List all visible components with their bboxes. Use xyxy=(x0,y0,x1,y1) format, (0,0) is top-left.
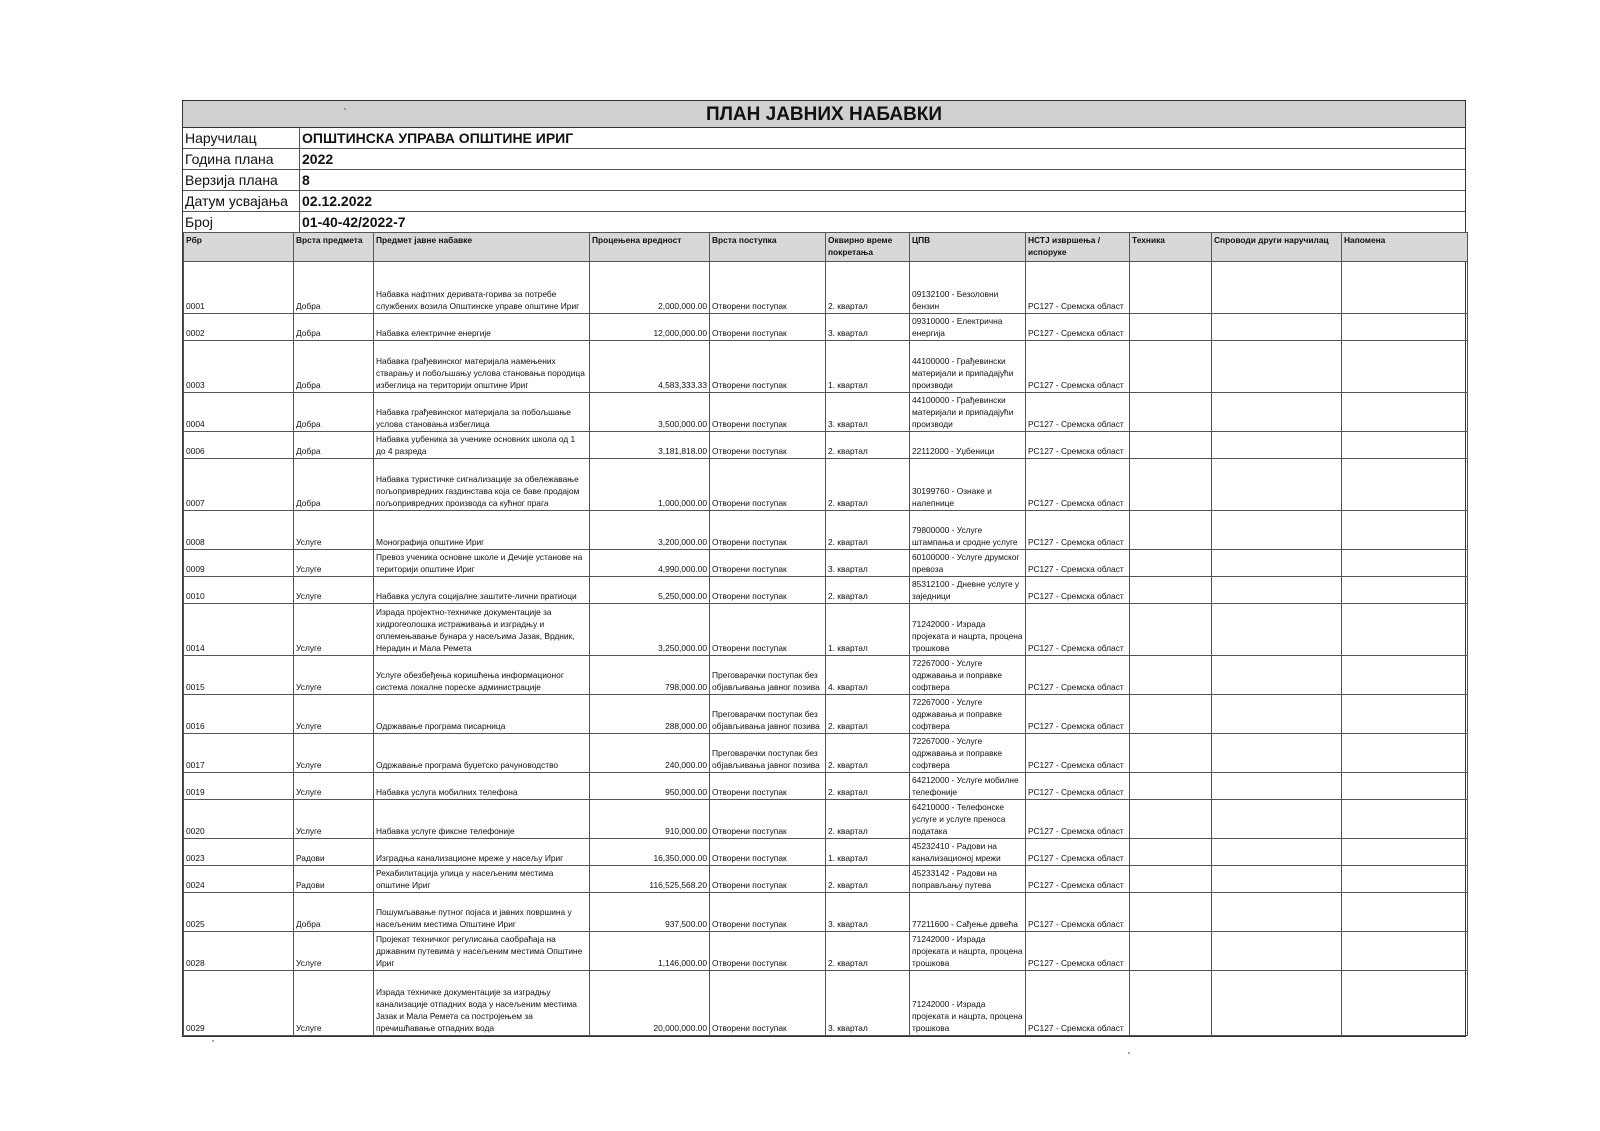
row-technique xyxy=(1130,656,1212,695)
row-type: Добра xyxy=(294,432,374,459)
row-number: 0006 xyxy=(184,432,294,459)
row-note xyxy=(1342,773,1468,800)
table-row xyxy=(184,432,1468,459)
row-procedure: Отворени поступак xyxy=(710,800,826,839)
row-type: Услуге xyxy=(294,511,374,550)
row-nstj: РС127 - Сремска област xyxy=(1026,432,1130,459)
row-other-orderer xyxy=(1212,839,1342,866)
row-type: Добра xyxy=(294,393,374,432)
row-note xyxy=(1342,932,1468,971)
table-row xyxy=(184,866,1468,893)
row-type: Радови xyxy=(294,839,374,866)
table-body xyxy=(184,262,1468,1036)
table-row xyxy=(184,393,1468,432)
row-nstj: РС127 - Сремска област xyxy=(1026,734,1130,773)
table-row xyxy=(184,550,1468,577)
row-procedure: Отворени поступак xyxy=(710,314,826,341)
row-timing: 2. квартал xyxy=(826,459,910,511)
procurement-plan-sheet xyxy=(182,100,1466,1037)
row-value: 116,525,568.20 xyxy=(590,866,710,893)
row-cpv: 71242000 - Израда пројеката и нацрта, процена трошкова xyxy=(910,971,1026,1036)
row-technique xyxy=(1130,393,1212,432)
row-value: 16,350,000.00 xyxy=(590,839,710,866)
row-nstj: РС127 - Сремска област xyxy=(1026,839,1130,866)
meta-row-number xyxy=(183,212,1465,232)
row-technique xyxy=(1130,695,1212,734)
row-number: 0007 xyxy=(184,459,294,511)
row-cpv: 09310000 - Електрична енергија xyxy=(910,314,1026,341)
row-technique xyxy=(1130,577,1212,604)
row-note xyxy=(1342,511,1468,550)
row-subject: Рехабилитација улица у насељеним местима општине Ириг xyxy=(374,866,590,893)
row-value: 4,583,333.33 xyxy=(590,341,710,393)
row-cpv: 45233142 - Радови на поправљању путева xyxy=(910,866,1026,893)
row-technique xyxy=(1130,773,1212,800)
scan-speck xyxy=(1128,1052,1130,1054)
meta-label: Број xyxy=(183,212,300,232)
table-row xyxy=(184,773,1468,800)
scan-speck xyxy=(344,108,346,110)
col-header-rbr: Рбр xyxy=(184,233,294,262)
row-number: 0001 xyxy=(184,262,294,314)
meta-row-year xyxy=(183,149,1465,170)
row-procedure: Отворени поступак xyxy=(710,341,826,393)
col-header-nstj: НСТЈ извршења / испоруке xyxy=(1026,233,1130,262)
row-technique xyxy=(1130,932,1212,971)
row-type: Добра xyxy=(294,893,374,932)
row-cpv: 44100000 - Грађевински материјали и припадајући производи xyxy=(910,341,1026,393)
row-note xyxy=(1342,656,1468,695)
row-subject: Набавка електричне енергије xyxy=(374,314,590,341)
row-other-orderer xyxy=(1212,734,1342,773)
row-subject: Набавка уџбеника за ученике основних школа од 1 до 4 разреда xyxy=(374,432,590,459)
row-subject: Набавка услуга социјалне заштите-лични пратиоци xyxy=(374,577,590,604)
row-note xyxy=(1342,459,1468,511)
row-cpv: 64212000 - Услуге мобилне телефоније xyxy=(910,773,1026,800)
table-row xyxy=(184,459,1468,511)
row-type: Услуге xyxy=(294,604,374,656)
row-number: 0003 xyxy=(184,341,294,393)
row-cpv: 79800000 - Услуге штампања и сродне услуге xyxy=(910,511,1026,550)
row-type: Услуге xyxy=(294,800,374,839)
row-other-orderer xyxy=(1212,577,1342,604)
row-type: Услуге xyxy=(294,577,374,604)
row-note xyxy=(1342,262,1468,314)
row-other-orderer xyxy=(1212,393,1342,432)
row-nstj: РС127 - Сремска област xyxy=(1026,773,1130,800)
row-nstj: РС127 - Сремска област xyxy=(1026,341,1130,393)
row-procedure: Отворени поступак xyxy=(710,773,826,800)
col-header-value: Процењена вредност xyxy=(590,233,710,262)
row-procedure: Отворени поступак xyxy=(710,604,826,656)
row-cpv: 72267000 - Услуге одржавања и поправке софтвера xyxy=(910,656,1026,695)
row-timing: 3. квартал xyxy=(826,314,910,341)
row-subject: Одржавање програма буџетско рачуноводство xyxy=(374,734,590,773)
row-timing: 4. квартал xyxy=(826,656,910,695)
col-header-type: Врста предмета xyxy=(294,233,374,262)
row-other-orderer xyxy=(1212,604,1342,656)
row-timing: 2. квартал xyxy=(826,734,910,773)
row-technique xyxy=(1130,341,1212,393)
table-row xyxy=(184,893,1468,932)
meta-row-version xyxy=(183,170,1465,191)
row-other-orderer xyxy=(1212,932,1342,971)
col-header-other-orderer: Спроводи други наручилац xyxy=(1212,233,1342,262)
row-value: 1,146,000.00 xyxy=(590,932,710,971)
row-value: 288,000.00 xyxy=(590,695,710,734)
row-subject: Израда пројектно-техничке документације за хидрогеолошка истраживања и изградњу и оплемењавање бунара у насељима Јазак, Врдник, Нерадин и Мала Ремета xyxy=(374,604,590,656)
row-timing: 3. квартал xyxy=(826,550,910,577)
row-timing: 2. квартал xyxy=(826,773,910,800)
row-nstj: РС127 - Сремска област xyxy=(1026,932,1130,971)
table-row xyxy=(184,932,1468,971)
row-type: Услуге xyxy=(294,734,374,773)
meta-value: 02.12.2022 xyxy=(302,193,373,209)
row-procedure: Отворени поступак xyxy=(710,262,826,314)
row-value: 910,000.00 xyxy=(590,800,710,839)
row-procedure: Отворени поступак xyxy=(710,393,826,432)
row-subject: Одржавање програма писарница xyxy=(374,695,590,734)
row-type: Услуге xyxy=(294,695,374,734)
row-technique xyxy=(1130,262,1212,314)
row-other-orderer xyxy=(1212,893,1342,932)
table-header-row xyxy=(184,233,1468,262)
row-subject: Монографија општине Ириг xyxy=(374,511,590,550)
page-title: ПЛАН ЈАВНИХ НАБАВКИ xyxy=(183,101,1465,128)
row-cpv: 85312100 - Дневне услуге у заједници xyxy=(910,577,1026,604)
row-value: 20,000,000.00 xyxy=(590,971,710,1036)
row-note xyxy=(1342,341,1468,393)
row-number: 0029 xyxy=(184,971,294,1036)
row-note xyxy=(1342,695,1468,734)
row-nstj: РС127 - Сремска област xyxy=(1026,550,1130,577)
row-timing: 2. квартал xyxy=(826,432,910,459)
row-note xyxy=(1342,734,1468,773)
row-value: 798,000.00 xyxy=(590,656,710,695)
row-procedure: Отворени поступак xyxy=(710,932,826,971)
row-technique xyxy=(1130,604,1212,656)
row-other-orderer xyxy=(1212,341,1342,393)
row-technique xyxy=(1130,432,1212,459)
row-subject: Набавка грађевинског материјала намењених стварању и побољшању услова становања породица избеглица на територији општине Ириг xyxy=(374,341,590,393)
meta-label: Датум усвајања xyxy=(183,191,300,211)
row-number: 0016 xyxy=(184,695,294,734)
col-header-procedure: Врста поступка xyxy=(710,233,826,262)
row-technique xyxy=(1130,839,1212,866)
row-timing: 1. квартал xyxy=(826,604,910,656)
meta-label: Година плана xyxy=(183,149,300,169)
scan-speck xyxy=(212,1040,214,1042)
row-cpv: 30199760 - Ознаке и налепнице xyxy=(910,459,1026,511)
row-note xyxy=(1342,604,1468,656)
meta-row-orderer xyxy=(183,128,1465,149)
table-row xyxy=(184,695,1468,734)
row-cpv: 71242000 - Израда пројеката и нацрта, процена трошкова xyxy=(910,604,1026,656)
row-procedure: Отворени поступак xyxy=(710,511,826,550)
row-value: 2,000,000.00 xyxy=(590,262,710,314)
row-number: 0002 xyxy=(184,314,294,341)
row-type: Услуге xyxy=(294,971,374,1036)
row-number: 0028 xyxy=(184,932,294,971)
row-subject: Набавка туристичке сигнализације за обележавање пољопривредних газдинстава која се баве продајом пољопривредних производа са кућног прага xyxy=(374,459,590,511)
row-number: 0014 xyxy=(184,604,294,656)
row-procedure: Преговарачки поступак без објављивања јавног позива xyxy=(710,695,826,734)
meta-value: 01-40-42/2022-7 xyxy=(302,214,406,230)
row-note xyxy=(1342,971,1468,1036)
table-row xyxy=(184,604,1468,656)
row-number: 0023 xyxy=(184,839,294,866)
col-header-technique: Техника xyxy=(1130,233,1212,262)
table-row xyxy=(184,800,1468,839)
meta-value: 2022 xyxy=(302,151,334,167)
row-value: 4,990,000.00 xyxy=(590,550,710,577)
row-cpv: 71242000 - Израда пројеката и нацрта, процена трошкова xyxy=(910,932,1026,971)
row-type: Услуге xyxy=(294,550,374,577)
row-subject: Набавка грађевинског материјала за побољшање услова становања избеглица xyxy=(374,393,590,432)
row-value: 5,250,000.00 xyxy=(590,577,710,604)
meta-value: 8 xyxy=(302,172,310,188)
row-value: 3,250,000.00 xyxy=(590,604,710,656)
meta-row-adoption-date xyxy=(183,191,1465,212)
row-nstj: РС127 - Сремска област xyxy=(1026,314,1130,341)
row-other-orderer xyxy=(1212,314,1342,341)
row-subject: Набавка нафтних деривата-горива за потребе службених возила Општинске управе општине Ириг xyxy=(374,262,590,314)
row-value: 937,500.00 xyxy=(590,893,710,932)
col-header-note: Напомена xyxy=(1342,233,1468,262)
row-cpv: 45232410 - Радови на канализационој мрежи xyxy=(910,839,1026,866)
row-technique xyxy=(1130,866,1212,893)
row-type: Добра xyxy=(294,459,374,511)
row-procedure: Преговарачки поступак без објављивања јавног позива xyxy=(710,656,826,695)
row-technique xyxy=(1130,893,1212,932)
row-other-orderer xyxy=(1212,511,1342,550)
row-note xyxy=(1342,893,1468,932)
row-note xyxy=(1342,800,1468,839)
row-number: 0017 xyxy=(184,734,294,773)
row-note xyxy=(1342,393,1468,432)
row-technique xyxy=(1130,511,1212,550)
row-procedure: Отворени поступак xyxy=(710,459,826,511)
row-procedure: Преговарачки поступак без објављивања јавног позива xyxy=(710,734,826,773)
row-value: 3,200,000.00 xyxy=(590,511,710,550)
row-other-orderer xyxy=(1212,432,1342,459)
row-timing: 3. квартал xyxy=(826,393,910,432)
row-note xyxy=(1342,314,1468,341)
row-type: Услуге xyxy=(294,656,374,695)
row-number: 0004 xyxy=(184,393,294,432)
row-other-orderer xyxy=(1212,800,1342,839)
row-timing: 1. квартал xyxy=(826,839,910,866)
row-other-orderer xyxy=(1212,656,1342,695)
row-number: 0009 xyxy=(184,550,294,577)
row-technique xyxy=(1130,971,1212,1036)
col-header-cpv: ЦПВ xyxy=(910,233,1026,262)
table-row xyxy=(184,656,1468,695)
row-cpv: 44100000 - Грађевински материјали и припадајући производи xyxy=(910,393,1026,432)
col-header-subject: Предмет јавне набавке xyxy=(374,233,590,262)
row-subject: Пројекат техничког регулисања саобраћаја на државним путевима у насељеним местима Општине Ириг xyxy=(374,932,590,971)
row-other-orderer xyxy=(1212,773,1342,800)
row-other-orderer xyxy=(1212,262,1342,314)
row-nstj: РС127 - Сремска област xyxy=(1026,604,1130,656)
row-value: 240,000.00 xyxy=(590,734,710,773)
table-row xyxy=(184,262,1468,314)
row-note xyxy=(1342,550,1468,577)
col-header-timing: Оквирно време покретања xyxy=(826,233,910,262)
row-note xyxy=(1342,432,1468,459)
row-subject: Изградња канализационе мреже у насељу Ириг xyxy=(374,839,590,866)
row-procedure: Отворени поступак xyxy=(710,866,826,893)
row-cpv: 60100000 - Услуге друмског превоза xyxy=(910,550,1026,577)
row-procedure: Отворени поступак xyxy=(710,432,826,459)
row-other-orderer xyxy=(1212,971,1342,1036)
row-nstj: РС127 - Сремска област xyxy=(1026,656,1130,695)
row-timing: 2. квартал xyxy=(826,511,910,550)
row-type: Радови xyxy=(294,866,374,893)
row-procedure: Отворени поступак xyxy=(710,577,826,604)
row-timing: 2. квартал xyxy=(826,866,910,893)
row-cpv: 64210000 - Телефонске услуге и услуге преноса података xyxy=(910,800,1026,839)
row-timing: 2. квартал xyxy=(826,577,910,604)
row-value: 3,500,000.00 xyxy=(590,393,710,432)
row-timing: 1. квартал xyxy=(826,341,910,393)
row-nstj: РС127 - Сремска област xyxy=(1026,262,1130,314)
row-subject: Услуге обезбеђења коришћења информационог система локалне пореске администрације xyxy=(374,656,590,695)
table-row xyxy=(184,314,1468,341)
row-timing: 2. квартал xyxy=(826,695,910,734)
row-value: 12,000,000.00 xyxy=(590,314,710,341)
row-technique xyxy=(1130,459,1212,511)
row-cpv: 22112000 - Уџбеници xyxy=(910,432,1026,459)
meta-value: ОПШТИНСКА УПРАВА ОПШТИНЕ ИРИГ xyxy=(302,130,574,146)
row-subject: Израда техничке документације за изградњу канализације отпадних вода у насељеним местима Јазак и Мала Ремета са постројењем за пречишћавање отпадних вода xyxy=(374,971,590,1036)
row-note xyxy=(1342,866,1468,893)
row-procedure: Отворени поступак xyxy=(710,839,826,866)
row-subject: Набавка услуге фиксне телефоније xyxy=(374,800,590,839)
table-row xyxy=(184,511,1468,550)
row-timing: 3. квартал xyxy=(826,893,910,932)
row-procedure: Отворени поступак xyxy=(710,893,826,932)
plan-meta xyxy=(183,128,1465,232)
row-type: Услуге xyxy=(294,773,374,800)
row-timing: 2. квартал xyxy=(826,800,910,839)
row-nstj: РС127 - Сремска област xyxy=(1026,800,1130,839)
table-row xyxy=(184,734,1468,773)
row-cpv: 09132100 - Безоловни бензин xyxy=(910,262,1026,314)
meta-label: Верзија плана xyxy=(183,170,300,190)
row-nstj: РС127 - Сремска област xyxy=(1026,866,1130,893)
row-number: 0010 xyxy=(184,577,294,604)
row-other-orderer xyxy=(1212,695,1342,734)
row-value: 3,181,818.00 xyxy=(590,432,710,459)
row-technique xyxy=(1130,734,1212,773)
row-number: 0024 xyxy=(184,866,294,893)
row-nstj: РС127 - Сремска област xyxy=(1026,511,1130,550)
row-cpv: 72267000 - Услуге одржавања и поправке софтвера xyxy=(910,734,1026,773)
row-type: Услуге xyxy=(294,932,374,971)
row-timing: 2. квартал xyxy=(826,262,910,314)
row-cpv: 77211600 - Сађење дрвећа xyxy=(910,893,1026,932)
row-number: 0025 xyxy=(184,893,294,932)
row-number: 0015 xyxy=(184,656,294,695)
row-note xyxy=(1342,839,1468,866)
row-note xyxy=(1342,577,1468,604)
procurement-table xyxy=(183,232,1468,1036)
row-number: 0019 xyxy=(184,773,294,800)
row-type: Добра xyxy=(294,341,374,393)
row-number: 0008 xyxy=(184,511,294,550)
row-other-orderer xyxy=(1212,459,1342,511)
row-other-orderer xyxy=(1212,550,1342,577)
row-timing: 3. квартал xyxy=(826,971,910,1036)
table-row xyxy=(184,341,1468,393)
row-procedure: Отворени поступак xyxy=(710,550,826,577)
row-nstj: РС127 - Сремска област xyxy=(1026,893,1130,932)
row-subject: Пошумљавање путног појаса и јавних површина у насељеним местима Општине Ириг xyxy=(374,893,590,932)
row-number: 0020 xyxy=(184,800,294,839)
row-technique xyxy=(1130,550,1212,577)
row-cpv: 72267000 - Услуге одржавања и поправке софтвера xyxy=(910,695,1026,734)
table-row xyxy=(184,577,1468,604)
table-row xyxy=(184,839,1468,866)
row-other-orderer xyxy=(1212,866,1342,893)
row-nstj: РС127 - Сремска област xyxy=(1026,695,1130,734)
row-nstj: РС127 - Сремска област xyxy=(1026,459,1130,511)
row-procedure: Отворени поступак xyxy=(710,971,826,1036)
row-type: Добра xyxy=(294,262,374,314)
row-nstj: РС127 - Сремска област xyxy=(1026,971,1130,1036)
meta-label: Наручилац xyxy=(183,128,300,148)
row-technique xyxy=(1130,800,1212,839)
row-timing: 2. квартал xyxy=(826,932,910,971)
row-value: 1,000,000.00 xyxy=(590,459,710,511)
row-value: 950,000.00 xyxy=(590,773,710,800)
table-row xyxy=(184,971,1468,1036)
row-nstj: РС127 - Сремска област xyxy=(1026,393,1130,432)
row-subject: Превоз ученика основне школе и Дечије установе на територији општине Ириг xyxy=(374,550,590,577)
row-subject: Набавка услуга мобилних телефона xyxy=(374,773,590,800)
row-type: Добра xyxy=(294,314,374,341)
row-nstj: РС127 - Сремска област xyxy=(1026,577,1130,604)
row-technique xyxy=(1130,314,1212,341)
